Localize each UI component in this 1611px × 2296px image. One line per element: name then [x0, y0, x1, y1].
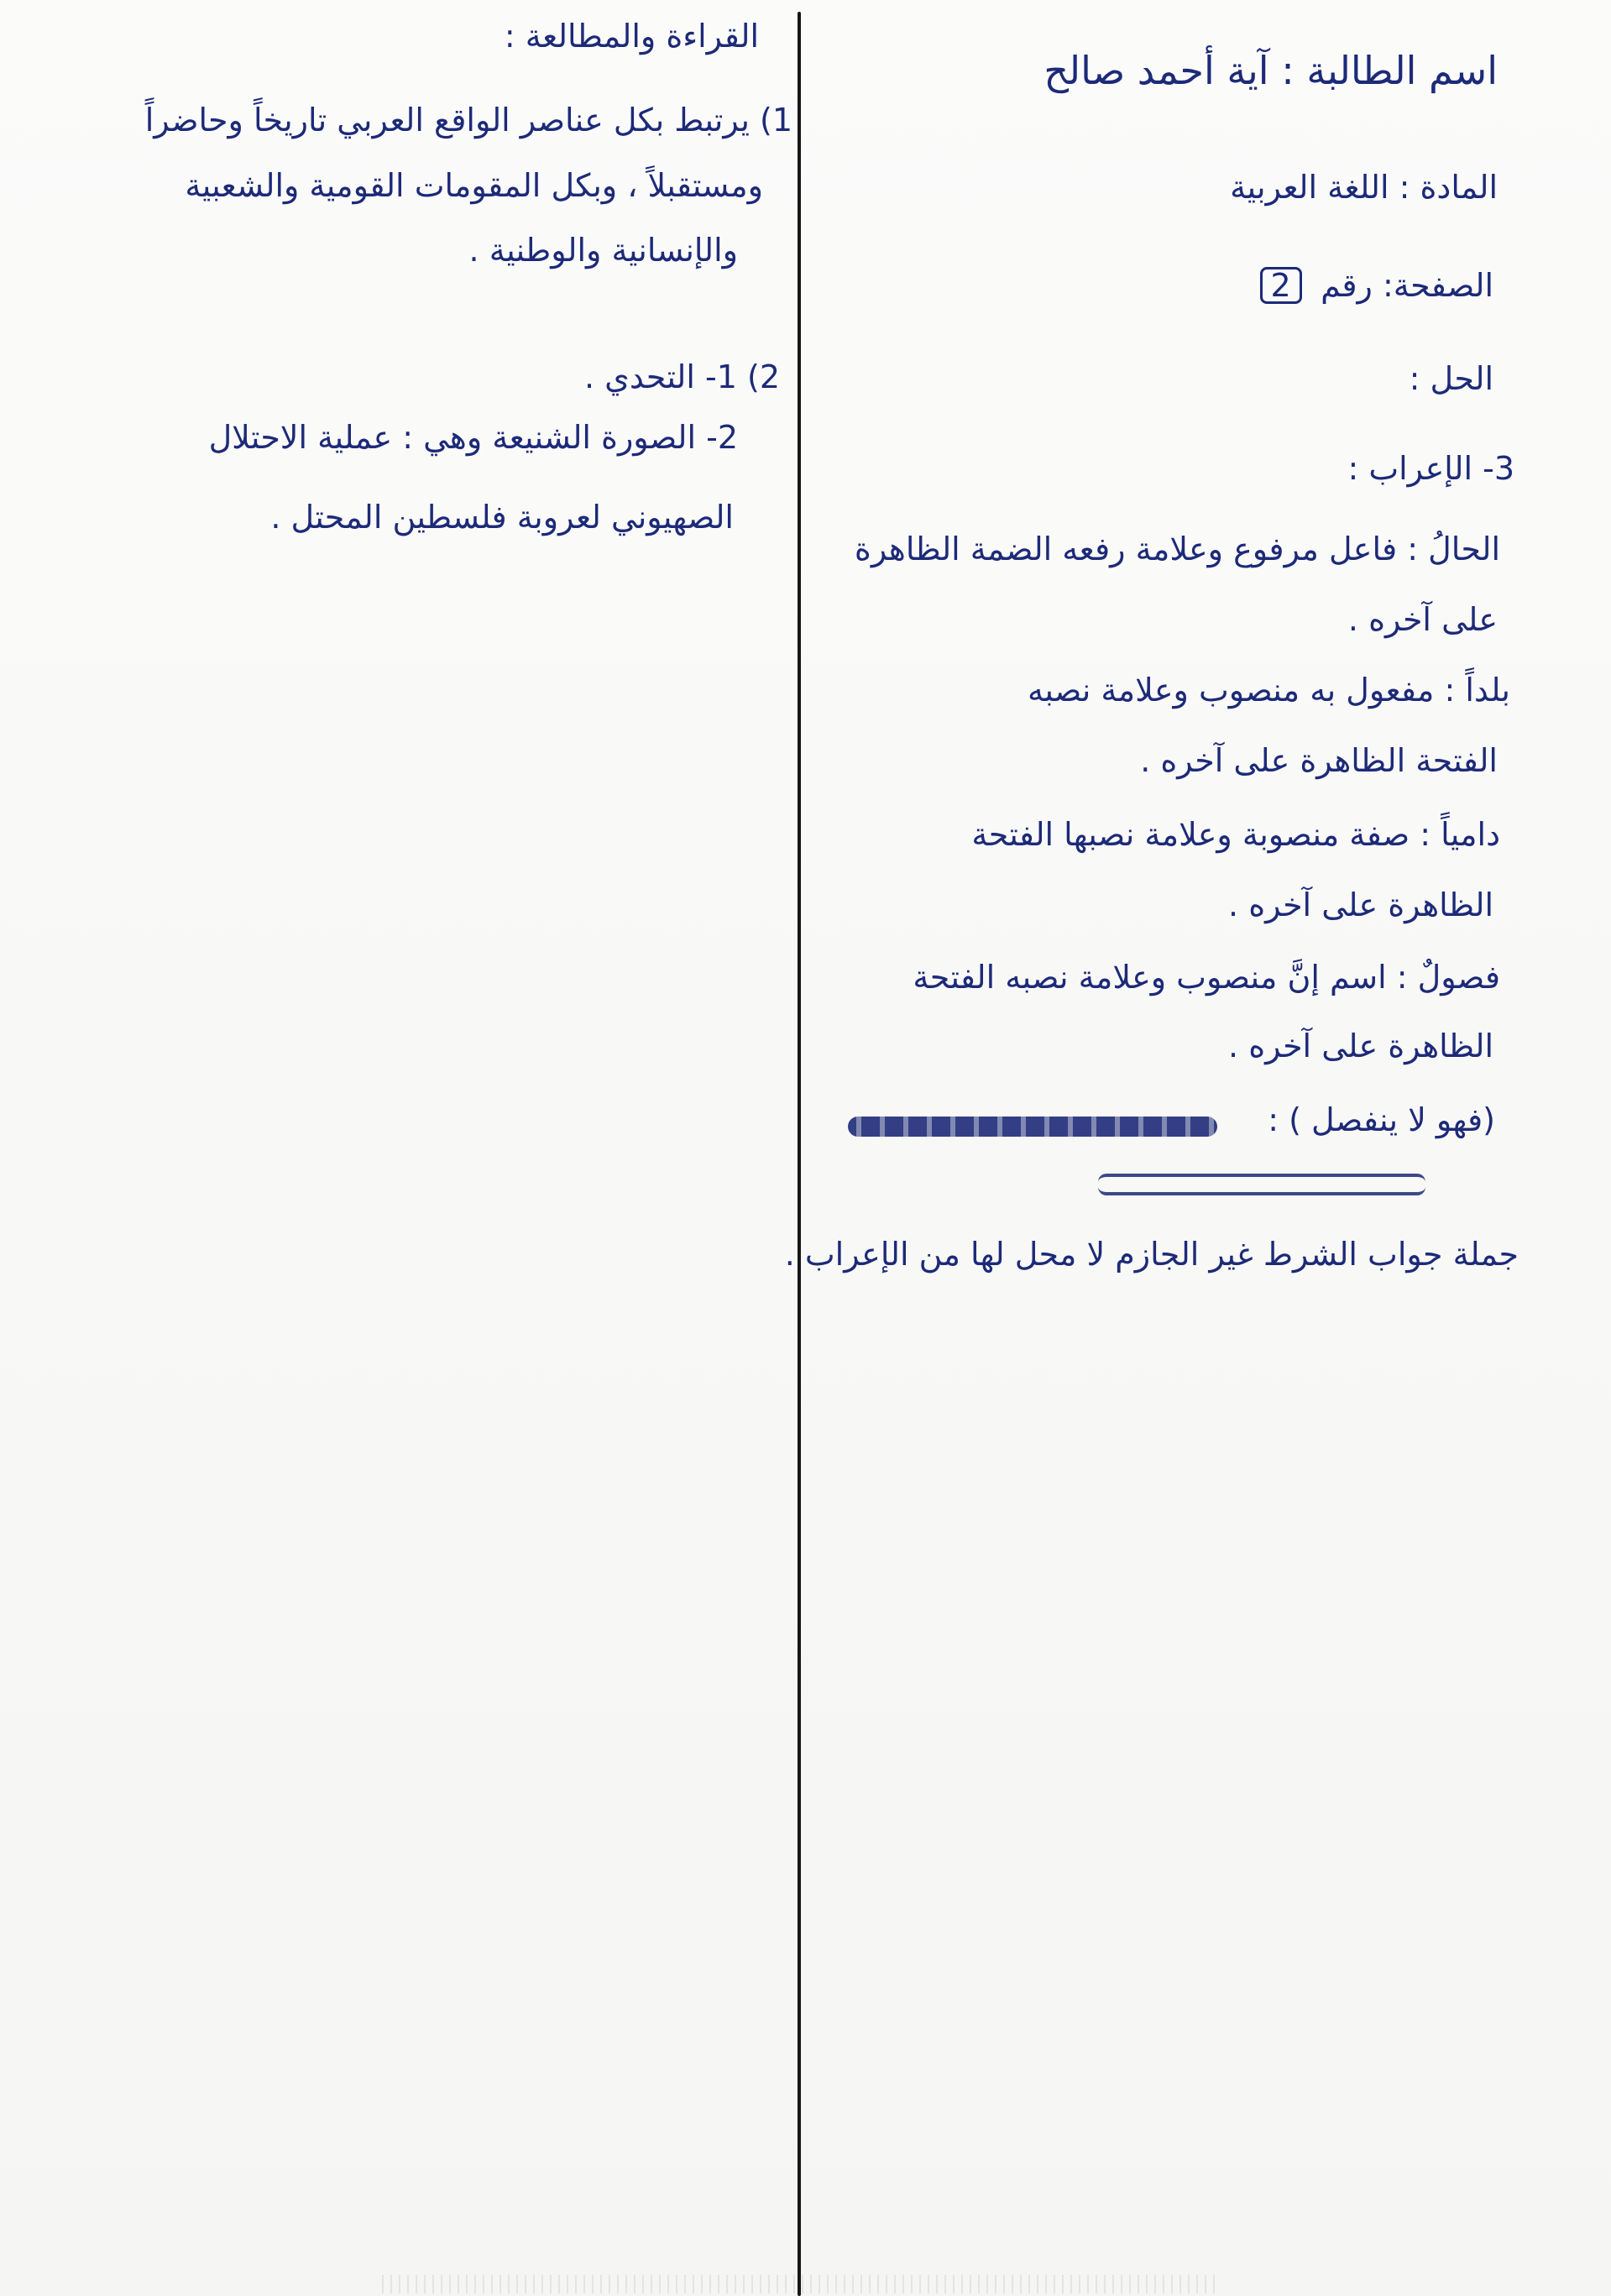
- crossed-out-text: [1098, 1174, 1425, 1195]
- irab-line-7: فصولٌ : اسم إنَّ منصوب وعلامة نصبه الفتحة: [913, 959, 1500, 996]
- answer2-line-2: 2- الصورة الشنيعة وهي : عملية الاحتلال: [208, 419, 738, 456]
- irab-line-8: الظاهرة على آخره .: [1228, 1028, 1493, 1064]
- answer2-line-3: الصهيوني لعروبة فلسطين المحتل .: [270, 499, 734, 536]
- crossed-out-text: [848, 1117, 1217, 1137]
- irab-line-9: (فهو لا ينفصل ) :: [1268, 1101, 1495, 1138]
- student-name: اسم الطالبة : آية أحمد صالح: [1043, 48, 1498, 93]
- irab-line-10: جملة جواب الشرط غير الجازم لا محل لها من الإعراب .: [784, 1236, 1519, 1273]
- answer2-line-1: 2) 1- التحدي .: [583, 358, 780, 395]
- irab-line-3: بلداً : مفعول به منصوب وعلامة نصبه: [1027, 672, 1510, 709]
- irab-line-4: الفتحة الظاهرة على آخره .: [1140, 742, 1498, 779]
- subject-line: المادة : اللغة العربية: [1230, 169, 1498, 206]
- irab-heading: 3- الإعراب :: [1347, 450, 1514, 487]
- column-divider-line: [798, 12, 801, 2296]
- answer1-line-1: 1) يرتبط بكل عناصر الواقع العربي تاريخاً وحاضراً: [144, 102, 792, 139]
- page-number-box: 2: [1260, 267, 1302, 304]
- irab-line-1: الحالُ : فاعل مرفوع وعلامة رفعه الضمة الظاهرة: [854, 531, 1500, 567]
- irab-line-5: دامياً : صفة منصوبة وعلامة نصبها الفتحة: [971, 816, 1500, 853]
- solution-label: الحل :: [1409, 360, 1493, 397]
- irab-line-2: على آخره .: [1347, 601, 1498, 638]
- answer1-line-2: ومستقبلاً ، وبكل المقومات القومية والشعبية: [185, 167, 763, 204]
- reading-heading: القراءة والمطالعة :: [504, 18, 759, 55]
- answer1-line-3: والإنسانية والوطنية .: [468, 232, 738, 269]
- irab-line-6: الظاهرة على آخره .: [1228, 886, 1493, 923]
- page-number-line: [1260, 267, 1493, 305]
- page-label: الصفحة: رقم: [1321, 267, 1493, 304]
- bottom-edge-marks: [382, 2275, 1221, 2293]
